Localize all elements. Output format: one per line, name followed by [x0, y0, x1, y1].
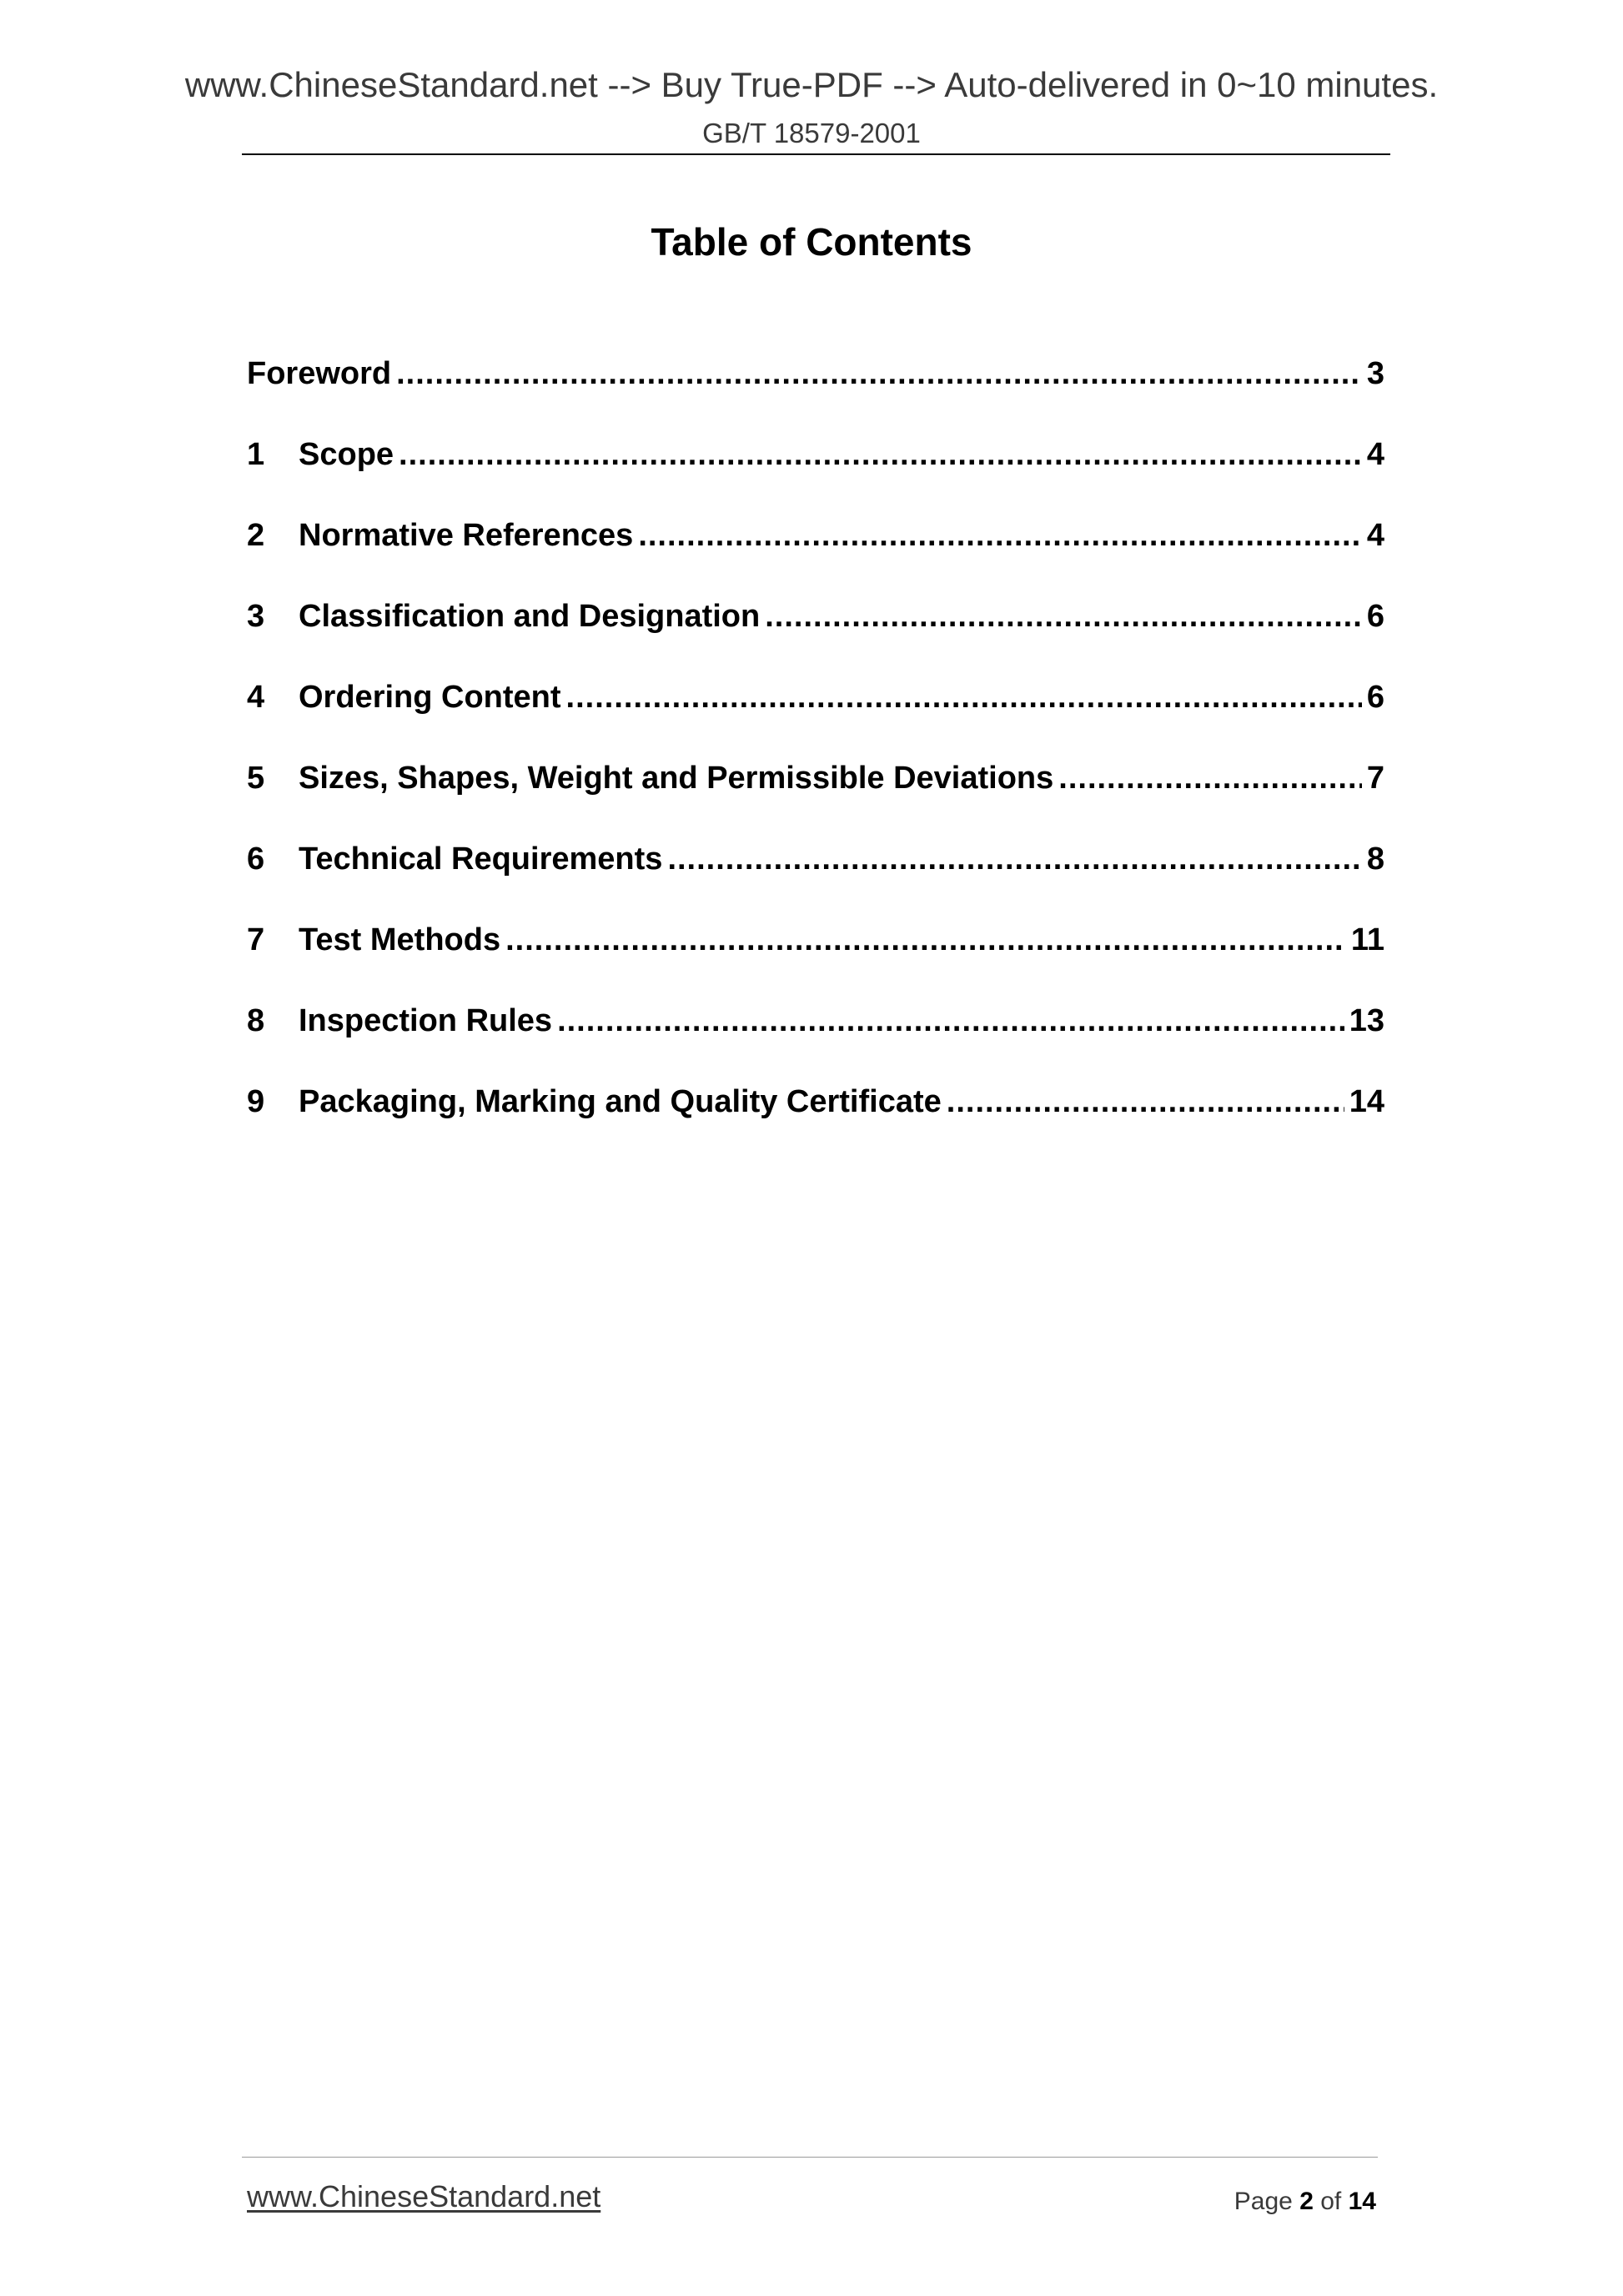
toc-entry-number: 8: [247, 1003, 265, 1038]
toc-entry-number: 7: [247, 922, 265, 957]
toc-entry-page: 6: [1366, 680, 1384, 715]
footer-site-link[interactable]: www.ChineseStandard.net: [247, 2179, 601, 2213]
toc-entry-title: Test Methods: [299, 922, 501, 957]
toc-entry-title: Foreword: [247, 356, 392, 391]
toc-entry-title: Normative References: [299, 518, 634, 553]
toc-entry-page: 4: [1366, 437, 1384, 472]
toc-entry-title: Sizes, Shapes, Weight and Permissible Deviations: [299, 761, 1054, 796]
toc-dot-leader: [947, 1077, 1344, 1127]
toc-dot-leader: [505, 915, 1346, 965]
toc-entry-title: Classification and Designation: [299, 599, 761, 634]
toc-entry-page: 8: [1366, 842, 1384, 877]
toc-entry-title: Ordering Content: [299, 680, 561, 715]
toc-entry-foreword[interactable]: [247, 349, 1384, 430]
toc-entry-page: 14: [1349, 1084, 1384, 1119]
toc-dot-leader: [667, 834, 1361, 884]
toc-entry-number: 4: [247, 680, 265, 715]
toc-entry-number: 3: [247, 599, 265, 634]
toc-entry-packaging-marking[interactable]: [247, 1077, 1384, 1158]
toc-dot-leader: [765, 591, 1362, 641]
toc-entry-page: 7: [1366, 761, 1384, 796]
toc-entry-inspection-rules[interactable]: [247, 996, 1384, 1077]
toc-entry-title: Packaging, Marking and Quality Certificate: [299, 1084, 942, 1119]
toc-entry-number: 9: [247, 1084, 265, 1119]
page-indicator: [1234, 2185, 1376, 2218]
toc-dot-leader: [1058, 753, 1362, 803]
toc-entry-scope[interactable]: [247, 430, 1384, 510]
toc-entry-number: 5: [247, 761, 265, 796]
page-total: 14: [1348, 2188, 1376, 2215]
toc-dot-leader: [638, 510, 1362, 560]
toc-entry-test-methods[interactable]: [247, 915, 1384, 996]
toc-dot-leader: [396, 349, 1362, 399]
toc-entry-page: 3: [1366, 356, 1384, 391]
toc-title: Table of Contents: [651, 220, 972, 264]
toc-entry-ordering-content[interactable]: [247, 672, 1384, 753]
footer-divider: [242, 2157, 1378, 2158]
table-of-contents: [247, 349, 1384, 1158]
toc-dot-leader: [399, 430, 1362, 480]
toc-entry-title: Scope: [299, 437, 394, 472]
toc-entry-title: Technical Requirements: [299, 842, 663, 877]
header-banner: www.ChineseStandard.net --> Buy True-PDF --> Auto-delivered in 0~10 minutes.: [184, 65, 1439, 104]
toc-dot-leader: [566, 672, 1362, 722]
toc-entry-page: 13: [1349, 1003, 1384, 1038]
toc-entry-classification[interactable]: [247, 591, 1384, 672]
toc-entry-title: Inspection Rules: [299, 1003, 553, 1038]
header-divider: [242, 153, 1390, 155]
toc-entry-sizes-shapes[interactable]: [247, 753, 1384, 834]
toc-entry-technical-requirements[interactable]: [247, 834, 1384, 915]
toc-entry-normative-references[interactable]: [247, 510, 1384, 591]
page-of: of: [1320, 2188, 1342, 2215]
toc-entry-page: 4: [1366, 518, 1384, 553]
page-prefix: Page: [1234, 2188, 1293, 2215]
toc-entry-number: 6: [247, 842, 265, 877]
toc-entry-page: 11: [1350, 922, 1384, 957]
document-code: GB/T 18579-2001: [702, 118, 921, 148]
toc-dot-leader: [557, 996, 1344, 1046]
toc-entry-number: 2: [247, 518, 265, 553]
toc-entry-page: 6: [1366, 599, 1384, 634]
toc-entry-number: 1: [247, 437, 265, 472]
page-current: 2: [1299, 2188, 1314, 2215]
